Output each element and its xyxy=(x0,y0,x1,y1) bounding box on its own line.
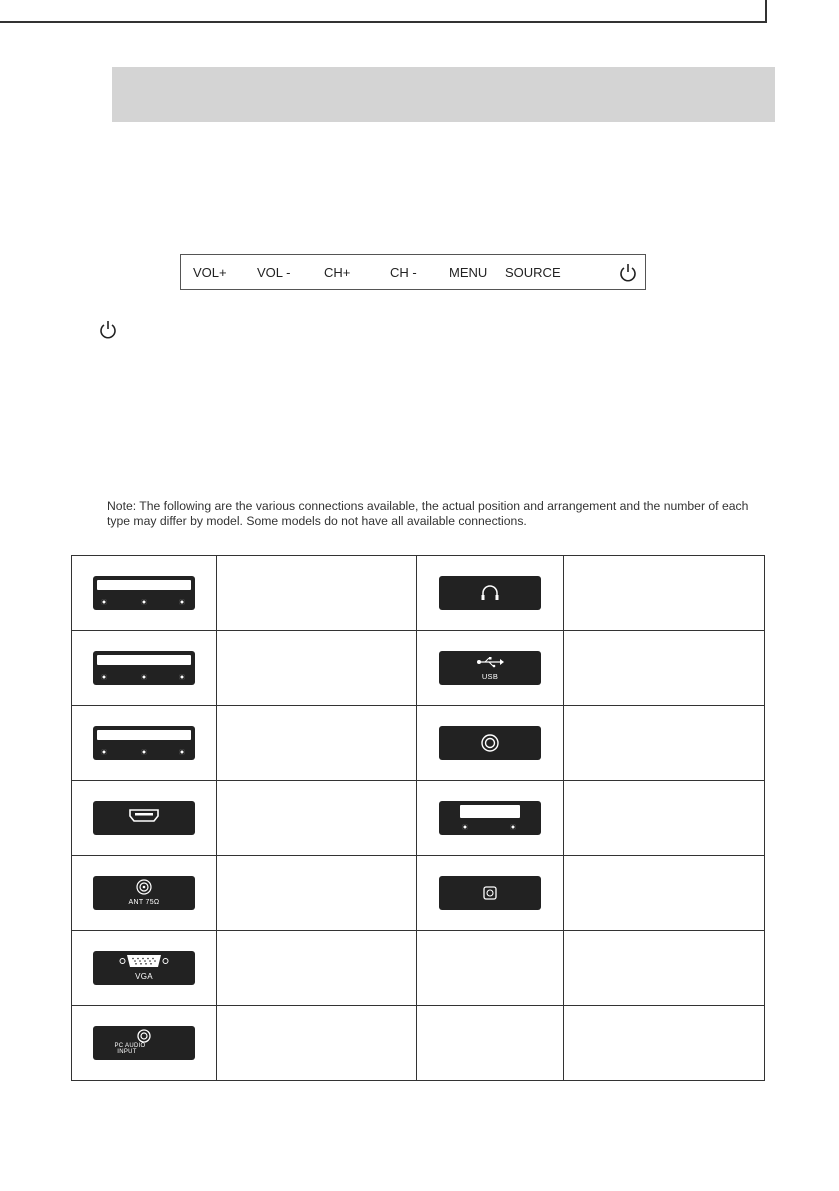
menu-label: MENU xyxy=(449,265,488,280)
component-input-icon xyxy=(93,726,195,760)
power-icon xyxy=(99,320,117,345)
vga-icon xyxy=(93,951,195,985)
headphone-icon xyxy=(439,576,541,610)
connections-table xyxy=(71,555,765,1081)
optical-audio-icon xyxy=(439,876,541,910)
table-row xyxy=(72,856,765,931)
pc-audio-label-1: PC AUDIO xyxy=(114,1043,146,1049)
connections-note: Note: The following are the various connections available, the actual position and arrangement and the number of each type may differ by model. Some models do not have all available connections. xyxy=(107,499,749,528)
table-row xyxy=(72,556,765,631)
vol-up-label: VOL+ xyxy=(193,265,227,280)
vga-label: VGA xyxy=(135,972,153,981)
table-row xyxy=(72,706,765,781)
usb-icon xyxy=(439,651,541,685)
pc-audio-label-2: INPUT xyxy=(117,1049,137,1055)
vol-down-label: VOL - xyxy=(257,265,291,280)
av-input-icon xyxy=(439,801,541,835)
page-top-rule xyxy=(0,21,765,23)
ch-up-label: CH+ xyxy=(324,265,351,280)
tv-control-panel xyxy=(180,254,646,290)
hdmi-icon xyxy=(93,801,195,835)
coaxial-audio-icon xyxy=(439,726,541,760)
table-row xyxy=(72,931,765,1006)
pc-audio-input-icon xyxy=(93,1026,195,1060)
table-row xyxy=(72,631,765,706)
table-row xyxy=(72,1006,765,1081)
table-row xyxy=(72,781,765,856)
usb-label: USB xyxy=(481,672,499,681)
component-input-icon xyxy=(93,651,195,685)
page-top-tick xyxy=(765,0,767,23)
component-input-icon xyxy=(93,576,195,610)
section-title-band xyxy=(112,67,775,122)
antenna-icon xyxy=(93,876,195,910)
antenna-label: ANT 75Ω xyxy=(128,899,160,906)
ch-down-label: CH - xyxy=(390,265,417,280)
power-icon xyxy=(619,263,637,288)
source-label: SOURCE xyxy=(505,265,561,280)
